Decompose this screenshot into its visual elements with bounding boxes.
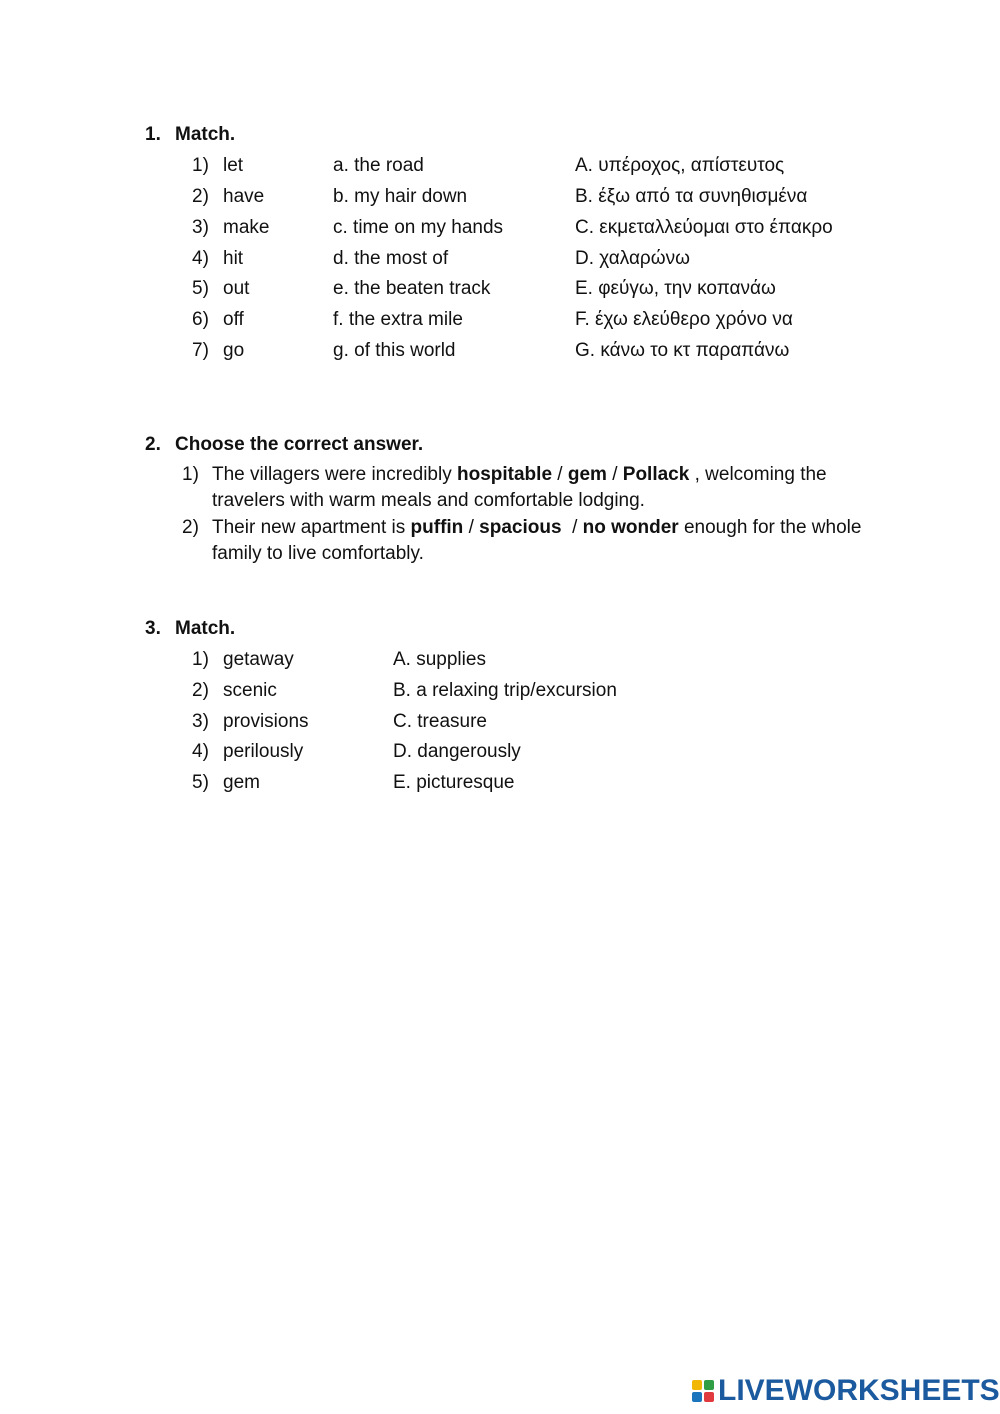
answer-option[interactable]: spacious bbox=[479, 517, 562, 538]
match-row bbox=[0, 771, 1000, 802]
question-pre: The villagers were incredibly bbox=[212, 464, 457, 485]
row-meaning: D. dangerously bbox=[393, 741, 521, 762]
question-post: enough for the whole family to live comfortably. bbox=[212, 517, 862, 564]
row-number: 4) bbox=[192, 741, 209, 762]
row-number: 2) bbox=[192, 680, 209, 701]
row-word: out bbox=[223, 278, 250, 299]
match-row bbox=[0, 648, 1000, 679]
option-separator: / bbox=[606, 464, 623, 485]
section-3-heading: Match. bbox=[175, 618, 236, 639]
mark-square bbox=[692, 1392, 702, 1402]
section-3-number: 3. bbox=[145, 618, 161, 639]
answer-option[interactable]: gem bbox=[567, 464, 607, 485]
row-greek: F. έχω ελεύθερο χρόνο να bbox=[575, 309, 793, 330]
match-row bbox=[0, 308, 1000, 339]
logo-text: LIVEWORKSHEETS bbox=[718, 1374, 1000, 1407]
mark-square bbox=[692, 1380, 702, 1390]
row-phrase: c. time on my hands bbox=[333, 217, 504, 238]
section-3-title bbox=[145, 617, 235, 641]
row-number: 5) bbox=[192, 278, 209, 299]
row-phrase: b. my hair down bbox=[333, 186, 468, 207]
row-word: getaway bbox=[223, 649, 294, 670]
question-number: 2) bbox=[182, 517, 199, 538]
option-separator: / bbox=[561, 517, 583, 538]
row-word: off bbox=[223, 309, 244, 330]
row-meaning: B. a relaxing trip/excursion bbox=[393, 680, 617, 701]
match-row bbox=[0, 247, 1000, 278]
row-greek: A. υπέροχος, απίστευτος bbox=[575, 155, 785, 176]
match-row bbox=[0, 679, 1000, 710]
match-row bbox=[0, 339, 1000, 370]
row-number: 5) bbox=[192, 772, 209, 793]
row-number: 7) bbox=[192, 340, 209, 361]
question-text bbox=[212, 515, 862, 567]
match-row bbox=[0, 154, 1000, 185]
row-phrase: e. the beaten track bbox=[333, 278, 491, 299]
answer-option[interactable]: Pollack bbox=[622, 464, 690, 485]
row-word: let bbox=[223, 155, 244, 176]
row-meaning: E. picturesque bbox=[393, 772, 515, 793]
row-word: provisions bbox=[223, 711, 309, 732]
section-2-number: 2. bbox=[145, 434, 161, 455]
row-number: 4) bbox=[192, 248, 209, 269]
row-greek: D. χαλαρώνω bbox=[575, 248, 690, 269]
match-row bbox=[0, 277, 1000, 308]
option-separator: / bbox=[552, 464, 568, 485]
row-phrase: a. the road bbox=[333, 155, 424, 176]
answer-option[interactable]: no wonder bbox=[582, 517, 679, 538]
row-word: perilously bbox=[223, 741, 304, 762]
row-greek: E. φεύγω, την κοπανάω bbox=[575, 278, 776, 299]
match-row bbox=[0, 216, 1000, 247]
row-number: 2) bbox=[192, 186, 209, 207]
row-word: hit bbox=[223, 248, 244, 269]
section-1-heading: Match. bbox=[175, 124, 236, 145]
section-1-number: 1. bbox=[145, 124, 161, 145]
row-word: make bbox=[223, 217, 270, 238]
question-post: , welcoming the travelers with warm meals and comfortable lodging. bbox=[212, 464, 827, 511]
answer-option[interactable]: hospitable bbox=[457, 464, 553, 485]
row-greek: C. εκμεταλλεύομαι στο έπακρο bbox=[575, 217, 833, 238]
match-row bbox=[0, 710, 1000, 741]
row-number: 1) bbox=[192, 649, 209, 670]
row-greek: G. κάνω το κτ παραπάνω bbox=[575, 340, 790, 361]
row-meaning: C. treasure bbox=[393, 711, 487, 732]
question-text bbox=[212, 462, 862, 514]
mark-square bbox=[704, 1380, 714, 1390]
row-meaning: A. supplies bbox=[393, 649, 486, 670]
option-separator: / bbox=[463, 517, 480, 538]
row-word: have bbox=[223, 186, 265, 207]
section-2-heading: Choose the correct answer. bbox=[175, 434, 424, 455]
question-pre: Their new apartment is bbox=[212, 517, 411, 538]
row-number: 3) bbox=[192, 711, 209, 732]
row-phrase: g. of this world bbox=[333, 340, 456, 361]
section-1-title bbox=[145, 123, 235, 147]
liveworksheets-logo[interactable] bbox=[692, 1374, 1000, 1408]
row-phrase: d. the most of bbox=[333, 248, 449, 269]
section-2-title bbox=[145, 433, 423, 457]
answer-option[interactable]: puffin bbox=[410, 517, 464, 538]
match-row bbox=[0, 185, 1000, 216]
row-phrase: f. the extra mile bbox=[333, 309, 463, 330]
mark-square bbox=[704, 1392, 714, 1402]
row-number: 3) bbox=[192, 217, 209, 238]
row-word: scenic bbox=[223, 680, 277, 701]
row-number: 1) bbox=[192, 155, 209, 176]
row-word: gem bbox=[223, 772, 260, 793]
row-number: 6) bbox=[192, 309, 209, 330]
row-word: go bbox=[223, 340, 245, 361]
question-number: 1) bbox=[182, 464, 199, 485]
match-row bbox=[0, 740, 1000, 771]
liveworksheets-mark-icon bbox=[692, 1380, 714, 1402]
row-greek: B. έξω από τα συνηθισμένα bbox=[575, 186, 808, 207]
